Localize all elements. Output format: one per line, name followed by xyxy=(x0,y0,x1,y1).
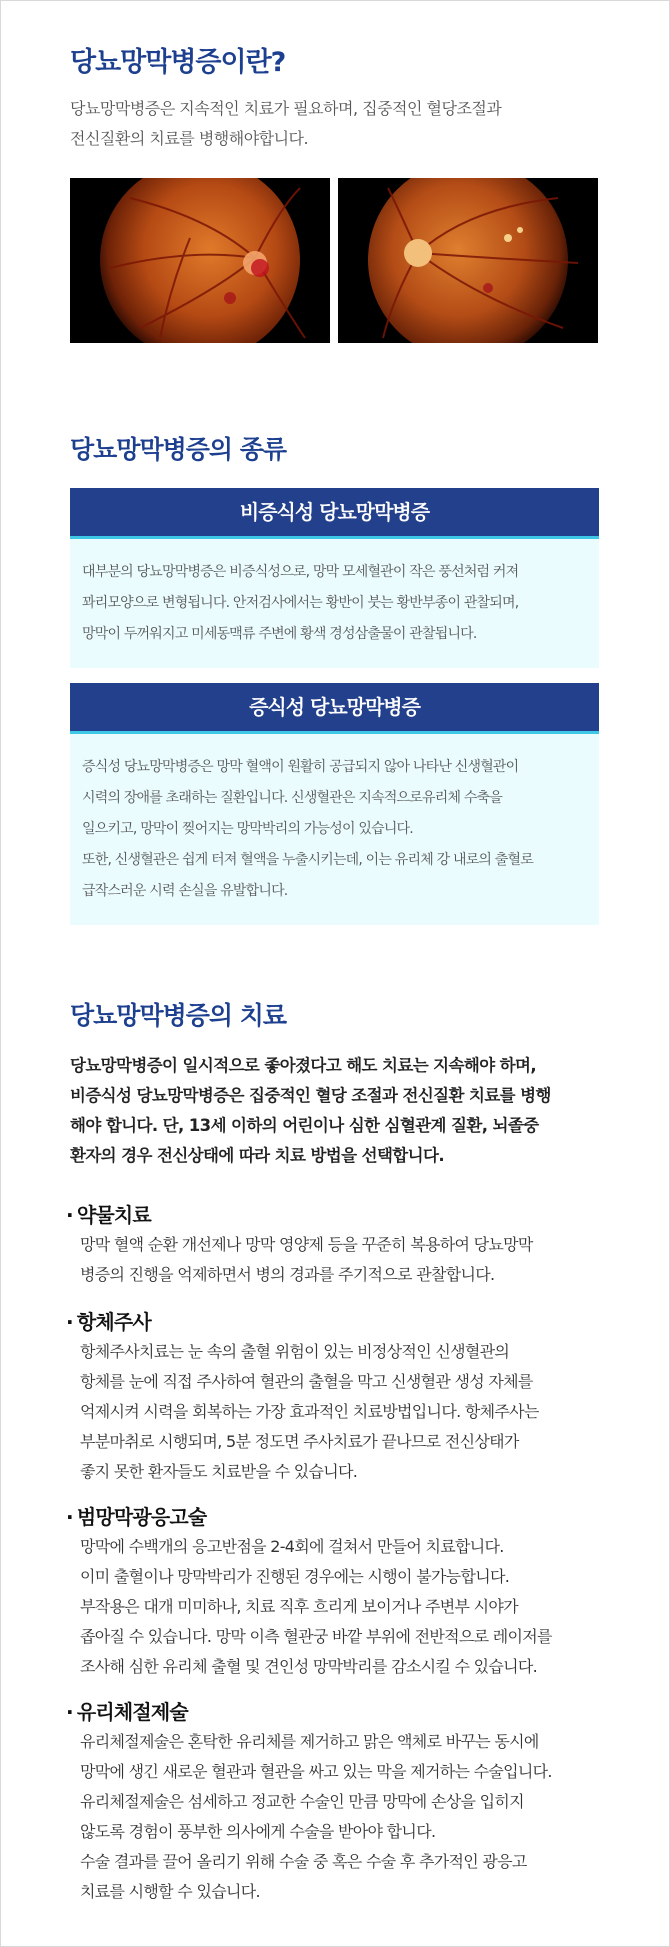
treatment-item-medication xyxy=(66,1200,616,1290)
item-line: 망막 혈액 순환 개선제나 망막 영양제 등을 꾸준히 복용하여 당뇨망막 xyxy=(80,1235,533,1254)
text-line: 또한, 신생혈관은 쉽게 터져 혈액을 누출시키는데, 이는 유리체 강 내로의 출혈로 xyxy=(82,852,533,868)
proliferative-heading: 증식성 당뇨망막병증 xyxy=(70,683,599,734)
item-title: 약물치료 xyxy=(76,1203,151,1227)
text-line: 일으키고, 망막이 찢어지는 망막박리의 가능성이 있습니다. xyxy=(82,821,413,837)
item-line: 병증의 진행을 억제하면서 병의 경과를 주기적으로 관찰합니다. xyxy=(80,1265,495,1284)
lead-line: 비증식성 당뇨망막병증은 집중적인 혈당 조절과 전신질환 치료를 병행 xyxy=(70,1086,551,1105)
bullet-dot: · xyxy=(66,1203,73,1227)
treatment-item-vitrectomy xyxy=(66,1697,616,1907)
nonproliferative-heading: 비증식성 당뇨망막병증 xyxy=(70,488,599,539)
item-line: 유리체절제술은 섬세하고 정교한 수술인 만큼 망막에 손상을 입히지 xyxy=(80,1792,524,1811)
page-title: 당뇨망막병증이란? xyxy=(70,47,286,78)
item-line: 부작용은 대개 미미하나, 치료 직후 흐리게 보이거나 주변부 시야가 xyxy=(80,1597,518,1616)
item-line: 수술 결과를 끌어 올리기 위해 수술 중 혹은 수술 후 추가적인 광응고 xyxy=(80,1852,527,1871)
item-title: 범망막광응고술 xyxy=(76,1505,207,1529)
bullet-dot: · xyxy=(66,1700,73,1724)
item-line: 유리체절제술은 혼탁한 유리체를 제거하고 맑은 액체로 바꾸는 동시에 xyxy=(80,1732,539,1751)
treatment-item-injection xyxy=(66,1307,616,1487)
text-line: 증식성 당뇨망막병증은 망막 혈액이 원활히 공급되지 않아 나타난 신생혈관이 xyxy=(82,759,519,775)
item-line: 치료를 시행할 수 있습니다. xyxy=(80,1882,260,1901)
item-line: 이미 출혈이나 망막박리가 진행된 경우에는 시행이 불가능합니다. xyxy=(80,1567,510,1586)
text-line: 대부분의 당뇨망막병증은 비증식성으로, 망막 모세혈관이 작은 풍선처럼 커져 xyxy=(82,564,519,580)
types-title: 당뇨망막병증의 종류 xyxy=(70,435,287,464)
intro-line: 전신질환의 치료를 병행해야합니다. xyxy=(70,129,309,148)
item-line: 부분마취로 시행되며, 5분 정도면 주사치료가 끝나므로 전신상태가 xyxy=(80,1432,519,1451)
treatment-item-photocoagulation xyxy=(66,1502,616,1682)
lead-line: 당뇨망막병증이 일시적으로 좋아졌다고 해도 치료는 지속해야 하며, xyxy=(70,1056,537,1075)
bullet-dot: · xyxy=(66,1505,73,1529)
treatment-title: 당뇨망막병증의 치료 xyxy=(70,1001,287,1030)
lead-line: 환자의 경우 전신상태에 따라 치료 방법을 선택합니다. xyxy=(70,1146,444,1165)
intro-text xyxy=(70,94,610,154)
nonproliferative-box xyxy=(70,488,599,668)
lead-line: 해야 합니다. 단, 13세 이하의 어린이나 심한 심혈관계 질환, 뇌졸중 xyxy=(70,1116,539,1135)
proliferative-box xyxy=(70,683,599,925)
item-line: 망막에 생긴 새로운 혈관과 혈관을 싸고 있는 막을 제거하는 수술입니다. xyxy=(80,1762,552,1781)
nonproliferative-text xyxy=(70,539,599,668)
item-line: 조사해 심한 유리체 출혈 및 견인성 망막박리를 감소시킬 수 있습니다. xyxy=(80,1657,538,1676)
item-line: 항체주사치료는 눈 속의 출혈 위험이 있는 비정상적인 신생혈관의 xyxy=(80,1342,510,1361)
text-line: 시력의 장애를 초래하는 질환입니다. 신생혈관은 지속적으로유리체 수축을 xyxy=(82,790,502,806)
fundus-photo-left xyxy=(70,178,330,343)
item-title: 항체주사 xyxy=(76,1310,151,1334)
intro-line: 당뇨망막병증은 지속적인 치료가 필요하며, 집중적인 혈당조절과 xyxy=(70,99,502,118)
item-title: 유리체절제술 xyxy=(76,1700,188,1724)
item-line: 좋지 못한 환자들도 치료받을 수 있습니다. xyxy=(80,1462,358,1481)
proliferative-text xyxy=(70,734,599,925)
text-line: 꽈리모양으로 변형됩니다. 안저검사에서는 황반이 붓는 황반부종이 관찰되며, xyxy=(82,595,519,611)
item-line: 억제시켜 시력을 회복하는 가장 효과적인 치료방법입니다. 항체주사는 xyxy=(80,1402,539,1421)
item-line: 좁아질 수 있습니다. 망막 이측 혈관궁 바깥 부위에 전반적으로 레이저를 xyxy=(80,1627,552,1646)
item-line: 항체를 눈에 직접 주사하여 혈관의 출혈을 막고 신생혈관 생성 자체를 xyxy=(80,1372,533,1391)
item-line: 않도록 경험이 풍부한 의사에게 수술을 받아야 합니다. xyxy=(80,1822,436,1841)
text-line: 급작스러운 시력 손실을 유발합니다. xyxy=(82,883,288,899)
treatment-lead xyxy=(70,1051,610,1171)
bullet-dot: · xyxy=(66,1310,73,1334)
text-line: 망막이 두꺼워지고 미세동맥류 주변에 황색 경성삼출물이 관찰됩니다. xyxy=(82,626,477,642)
fundus-photo-right xyxy=(338,178,598,343)
item-line: 망막에 수백개의 응고반점을 2-4회에 걸쳐서 만들어 치료합니다. xyxy=(80,1537,504,1556)
